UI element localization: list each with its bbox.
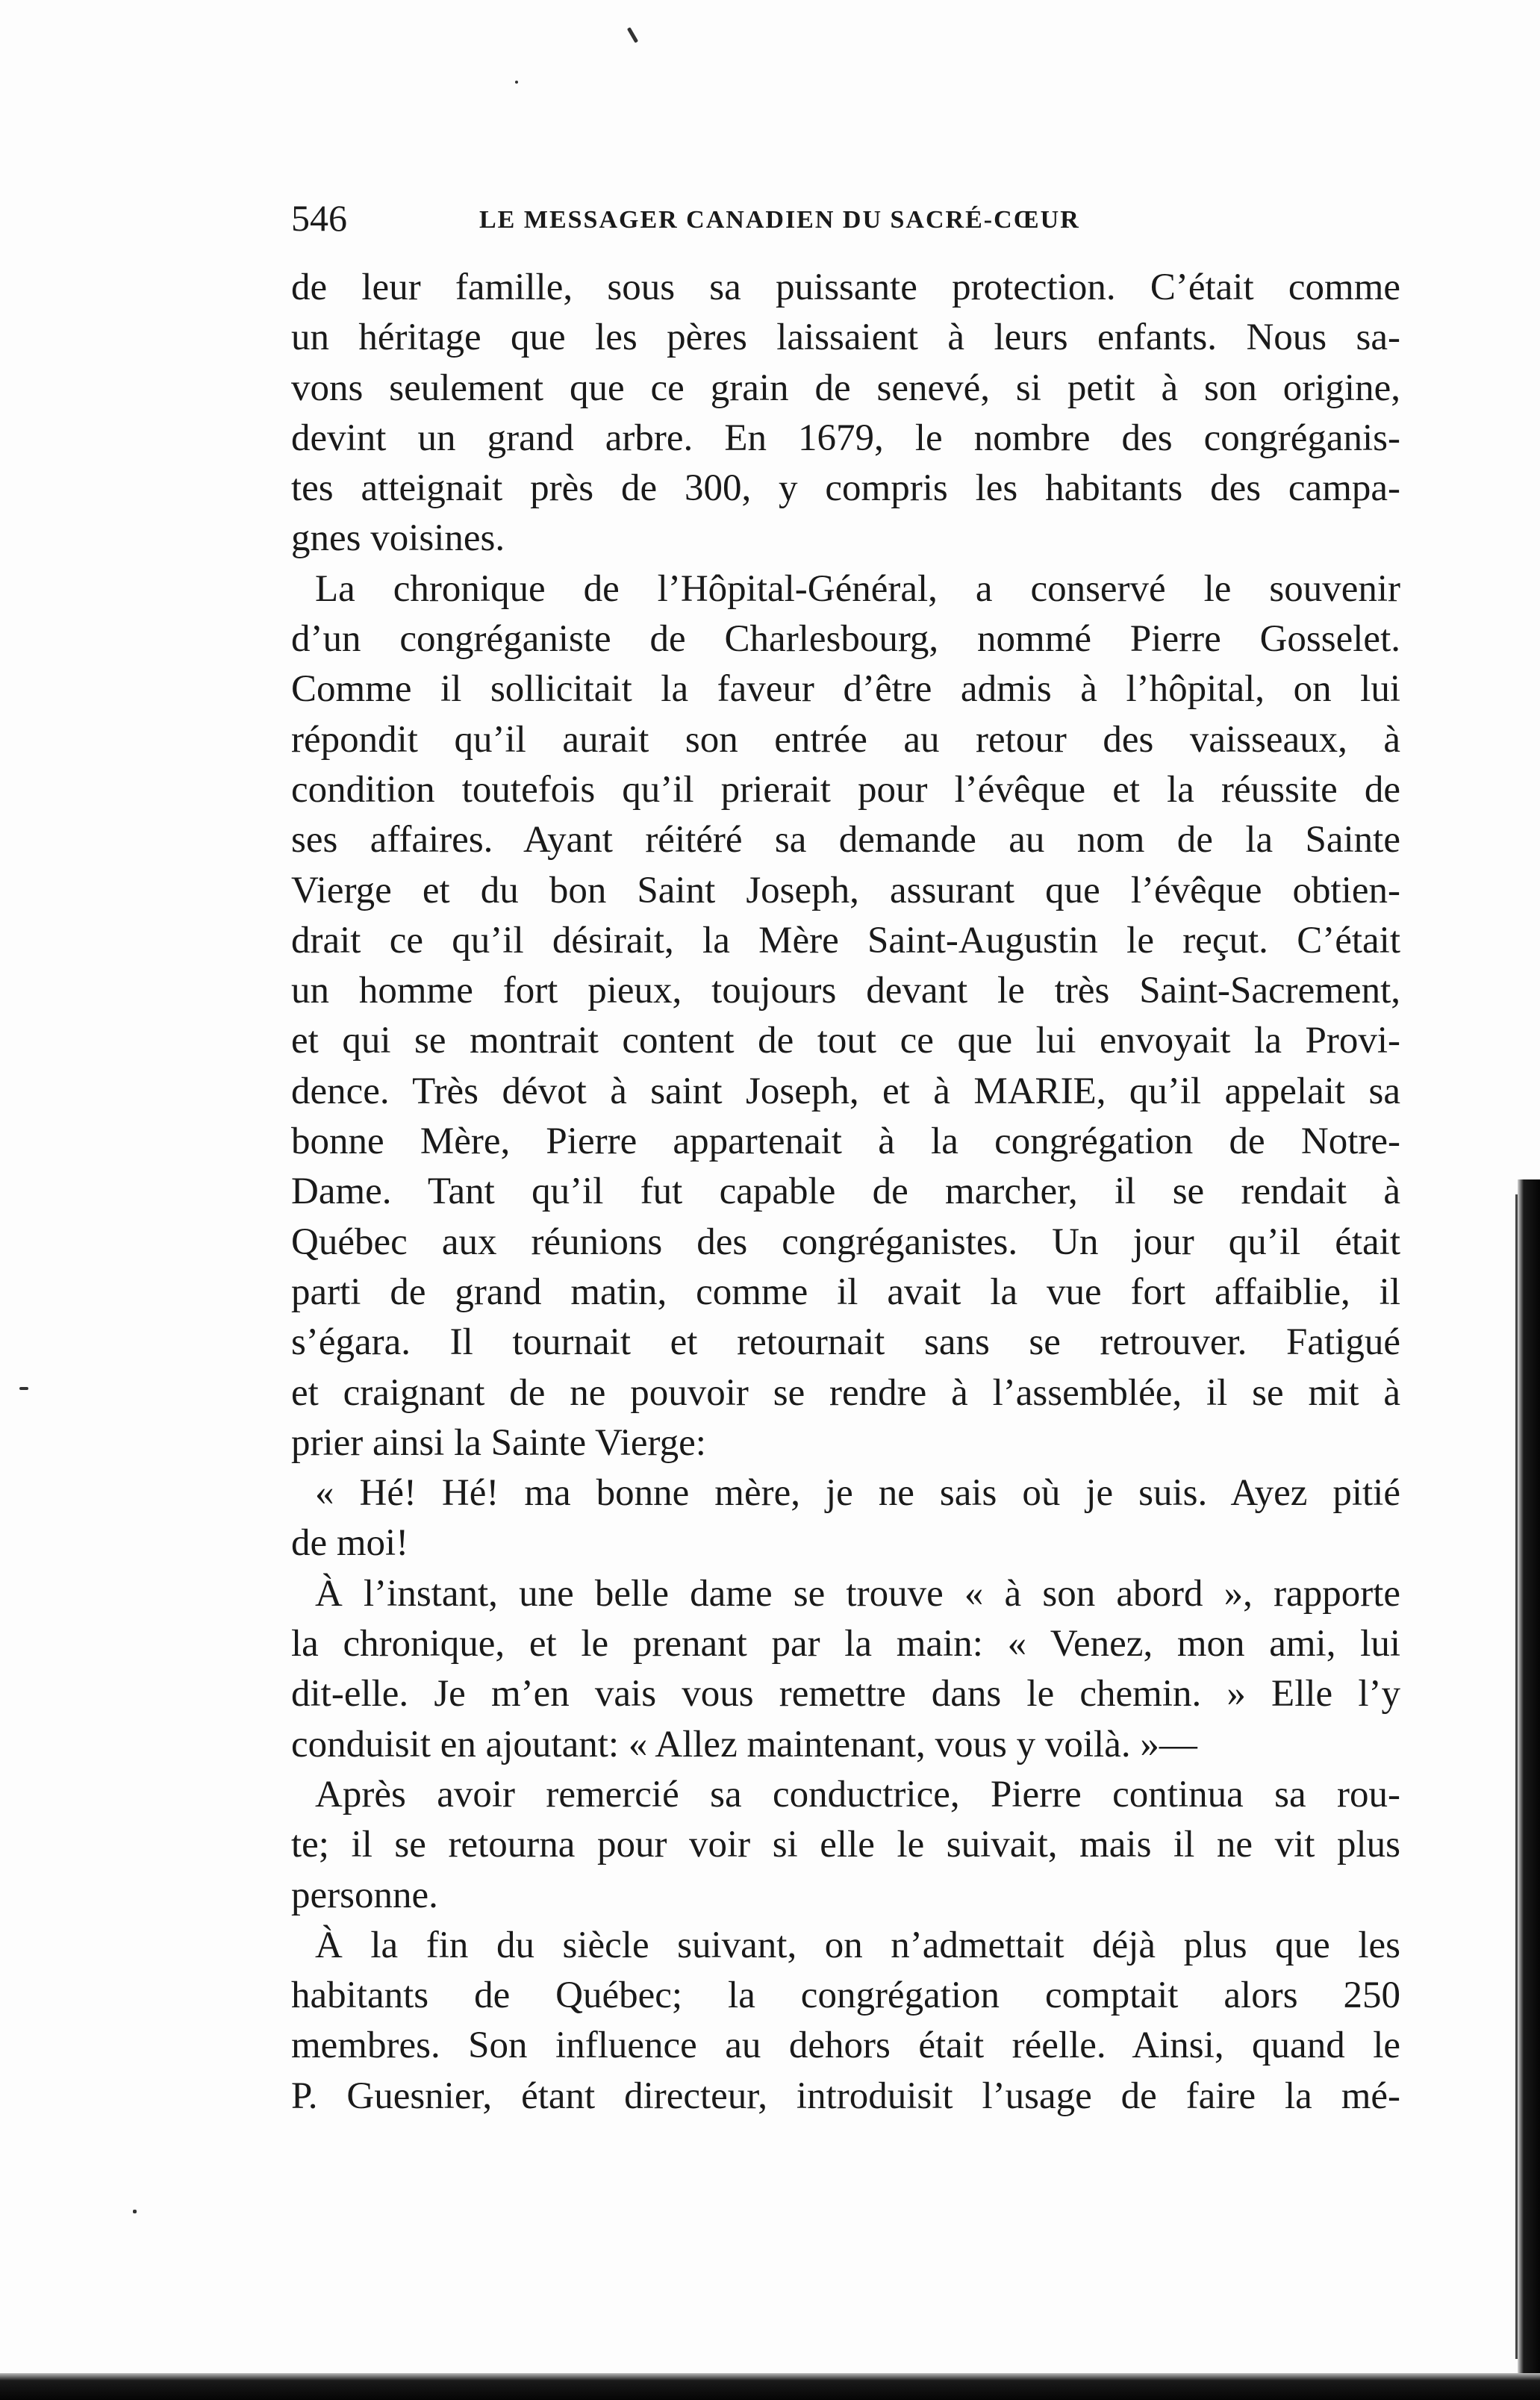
text-line: la chronique, et le prenant par la main: « Venez, mon ami, lui <box>291 1623 1400 1665</box>
text-line: parti de grand matin, comme il avait la vue fort affaiblie, il <box>291 1271 1400 1313</box>
text-line: Après avoir remercié sa conductrice, Pierre continua sa rou- <box>315 1773 1400 1815</box>
scan-speck <box>627 27 638 43</box>
text-line: d’un congréganiste de Charlesbourg, nommé Pierre Gosselet. <box>291 618 1400 661</box>
running-title: LE MESSAGER CANADIEN DU SACRÉ-CŒUR <box>479 206 1080 234</box>
text-line: « Hé! Hé! ma bonne mère, je ne sais où je suis. Ayez pitié <box>315 1472 1400 1515</box>
page-header <box>291 188 1403 248</box>
text-line: un héritage que les pères laissaient à leurs enfants. Nous sa- <box>291 317 1400 359</box>
text-line: de leur famille, sous sa puissante protection. C’était comme <box>291 267 1400 308</box>
text-line: de moi! <box>291 1522 409 1565</box>
text-line: drait ce qu’il désirait, la Mère Saint-Augustin le reçut. C’était <box>291 919 1400 961</box>
text-line: habitants de Québec; la congrégation comptait alors 250 <box>291 1974 1400 2017</box>
scan-speck <box>19 1387 28 1390</box>
text-line: Comme il sollicitait la faveur d’être admis à l’hôpital, on lui <box>291 668 1400 711</box>
text-line: un homme fort pieux, toujours devant le très Saint-Sacrement, <box>291 970 1400 1012</box>
text-line: À la fin du siècle suivant, on n’admettait déjà plus que les <box>315 1924 1400 1966</box>
text-line: condition toutefois qu’il prierait pour l’évêque et la réussite de <box>291 768 1400 811</box>
text-line: et craignant de ne pouvoir se rendre à l’assemblée, il se mit à <box>291 1371 1400 1414</box>
text-line: gnes voisines. <box>291 517 505 560</box>
text-line: bonne Mère, Pierre appartenait à la congrégation de Notre- <box>291 1120 1400 1163</box>
text-line: Dame. Tant qu’il fut capable de marcher, il se rendait à <box>291 1171 1400 1213</box>
scan-speck <box>133 2210 137 2213</box>
body-text <box>291 263 1400 2122</box>
scan-speck <box>515 81 518 84</box>
text-line: tes atteignait près de 300, y compris les habitants des campa- <box>291 467 1400 510</box>
text-line: À l’instant, une belle dame se trouve « à son abord », rapporte <box>315 1572 1400 1615</box>
text-line: prier ainsi la Sainte Vierge: <box>291 1421 706 1464</box>
text-line: s’égara. Il tournait et retournait sans se retrouver. Fatigué <box>291 1321 1400 1364</box>
text-line: membres. Son influence au dehors était réelle. Ainsi, quand le <box>291 2025 1400 2067</box>
text-line: P. Guesnier, étant directeur, introduisit l’usage de faire la mé- <box>291 2075 1400 2117</box>
scan-binding-edge-right <box>1518 1179 1540 2400</box>
scan-edge-bottom <box>0 2373 1540 2400</box>
page-number: 546 <box>291 197 347 239</box>
text-line: La chronique de l’Hôpital-Général, a conservé le souvenir <box>315 567 1400 610</box>
scan-binding-line <box>1515 1194 1518 2359</box>
text-line: ses affaires. Ayant réitéré sa demande au nom de la Sainte <box>291 819 1400 861</box>
text-line: répondit qu’il aurait son entrée au retour des vaisseaux, à <box>291 718 1400 761</box>
text-line: Vierge et du bon Saint Joseph, assurant que l’évêque obtien- <box>291 869 1400 911</box>
text-line: vons seulement que ce grain de senevé, si petit à son origine, <box>291 367 1400 409</box>
text-line: personne. <box>291 1874 438 1916</box>
text-line: Québec aux réunions des congréganistes. Un jour qu’il était <box>291 1221 1400 1263</box>
text-line: conduisit en ajoutant: « Allez maintenant, vous y voilà. »— <box>291 1723 1197 1765</box>
text-line: te; il se retourna pour voir si elle le suivait, mais il ne vit plus <box>291 1824 1400 1866</box>
text-line: devint un grand arbre. En 1679, le nombre des congréganis- <box>291 417 1400 459</box>
text-line: et qui se montrait content de tout ce que lui envoyait la Provi- <box>291 1020 1400 1062</box>
text-line: dence. Très dévot à saint Joseph, et à MARIE, qu’il appelait sa <box>291 1070 1400 1112</box>
text-line: dit-elle. Je m’en vais vous remettre dans le chemin. » Elle l’y <box>291 1673 1400 1715</box>
